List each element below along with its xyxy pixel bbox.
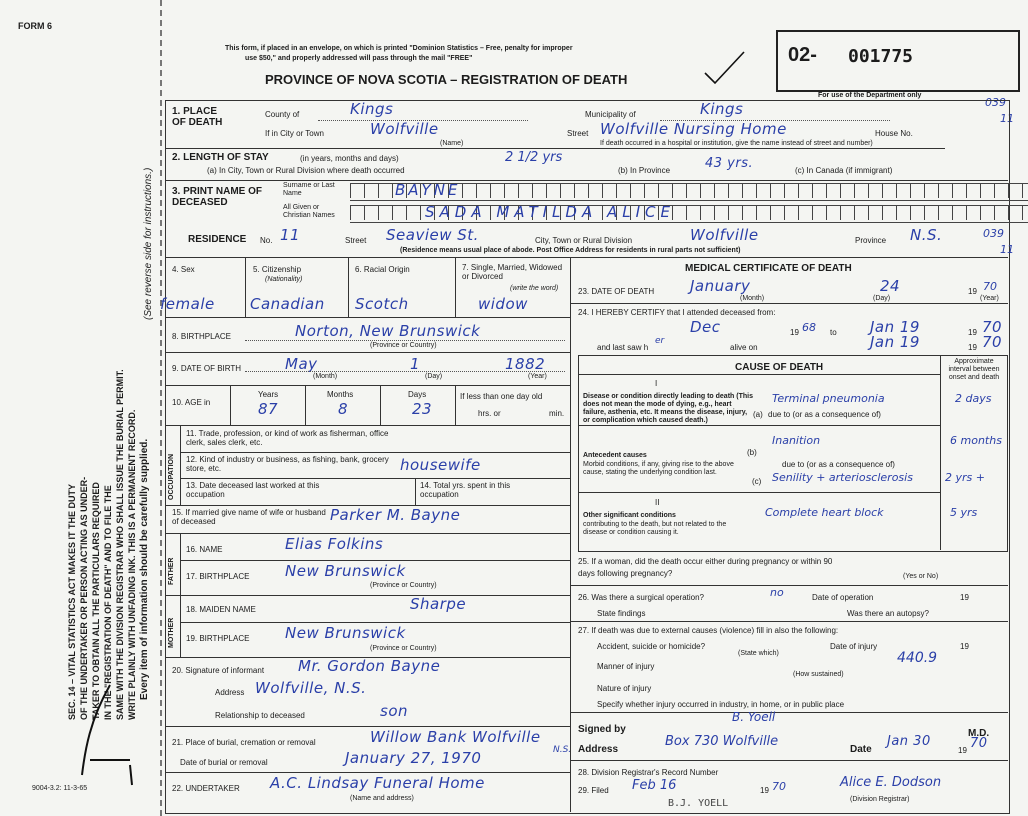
months-value[interactable]: 8: [338, 400, 349, 418]
op-year-prefix: 19: [960, 593, 969, 602]
date-of-death-label: 23. DATE OF DEATH: [578, 287, 655, 296]
cause-a[interactable]: Terminal pneumonia: [772, 392, 885, 405]
house-label: House No.: [875, 129, 913, 138]
municipality-label: Municipality of: [585, 110, 636, 119]
roman-two: II: [655, 498, 660, 507]
less-than-day-label: If less than one day old: [460, 392, 543, 401]
occupation-q13: 13. Date deceased last worked at this occupation: [186, 481, 320, 499]
manner-code[interactable]: 440.9: [897, 650, 938, 666]
citizenship-value[interactable]: Canadian: [250, 295, 325, 313]
dept-code-2: 11: [1000, 112, 1014, 125]
residence-code-2: 11: [1000, 243, 1014, 256]
date-of-operation-label: Date of operation: [812, 593, 874, 602]
given-label: All Given or Christian Names: [283, 204, 335, 219]
side-instruction-2: OF THE UNDERTAKER OR PERSON ACTING AS UNDER-: [79, 476, 89, 720]
registrar-caption: (Division Registrar): [850, 796, 910, 803]
interval-c[interactable]: 2 yrs +: [945, 471, 985, 484]
residence-city-label: City, Town or Rural Division: [535, 236, 633, 245]
days-value[interactable]: 23: [412, 400, 433, 418]
certifier-address[interactable]: Box 730 Wolfville: [665, 734, 779, 749]
stay-b-value[interactable]: 43 yrs.: [705, 156, 754, 171]
spouse-label: 15. If married give name of wife or husband of deceased: [172, 508, 326, 526]
md-label: M.D.: [968, 728, 990, 739]
residence-no-label: No.: [260, 236, 273, 245]
cause-other[interactable]: Complete heart block: [765, 506, 884, 519]
signed-by-label: Signed by: [578, 724, 626, 735]
certify-label: 24. I HEREBY CERTIFY that I attended deceased from:: [578, 308, 776, 317]
occupation-section: OCCUPATION: [168, 453, 175, 500]
residence-note: (Residence means usual place of abode. Post Office Address for residents in rural parts not sufficient): [400, 247, 741, 254]
spouse-value[interactable]: Parker M. Bayne: [330, 506, 461, 524]
last-saw-suffix: er: [655, 336, 665, 346]
days-label: Days: [408, 390, 427, 399]
occupation-q12: 12. Kind of industry or business, as fishing, bank, grocery store, etc.: [186, 455, 389, 473]
side-instruction-7: Every item of information should be carefully supplied.: [139, 438, 150, 700]
years-label: Years: [258, 390, 279, 399]
how-sustained-caption: (How sustained): [793, 671, 844, 678]
certifier-address-label: Address: [578, 744, 619, 755]
cause-c-letter: (c): [752, 477, 762, 486]
marital-hint: (write the word): [510, 285, 559, 292]
cause-b-letter: (b): [747, 448, 757, 457]
birthplace-caption: (Province or Country): [370, 342, 437, 349]
father-birthplace[interactable]: New Brunswick: [285, 562, 406, 580]
mother-birthplace-label: 19. BIRTHPLACE: [186, 634, 250, 643]
hrs-label: hrs. or: [478, 409, 501, 418]
print-name-label: 3. PRINT NAME OF DECEASED: [172, 186, 263, 208]
to-label: to: [830, 328, 837, 337]
undertaker-value[interactable]: A.C. Lindsay Funeral Home: [270, 774, 485, 792]
dob-day[interactable]: 1: [410, 355, 421, 373]
surgical-question: 26. Was there a surgical operation?: [578, 593, 704, 602]
cause-c[interactable]: Senility + arteriosclerosis: [772, 471, 913, 484]
dept-use-note: For use of the Department only: [818, 92, 922, 99]
side-instruction-3: TAKER TO OBTAIN ALL THE PARTICULARS REQUIRED: [91, 482, 101, 720]
record-number-label: 28. Division Registrar's Record Number: [578, 768, 719, 777]
residence-province-label: Province: [855, 236, 887, 245]
month-caption: (Month): [313, 373, 338, 380]
street-value[interactable]: Wolfville Nursing Home: [600, 120, 787, 138]
mother-birthplace[interactable]: New Brunswick: [285, 624, 406, 642]
occupation-q12-value[interactable]: housewife: [400, 456, 481, 474]
father-bp-caption: (Province or Country): [370, 582, 437, 589]
city-label: If in City or Town: [265, 129, 324, 138]
stay-sub: (in years, months and days): [300, 154, 399, 163]
registration-box: [776, 30, 1020, 92]
date-of-injury-label: Date of injury: [830, 642, 878, 651]
years-value[interactable]: 87: [258, 400, 279, 418]
antecedent-sub: Morbid conditions, if any, giving rise to the above cause, stating the underlying condition last.: [583, 461, 734, 476]
burial-date[interactable]: January 27, 1970: [345, 749, 482, 767]
residence-street-label: Street: [345, 236, 367, 245]
mother-section: MOTHER: [168, 617, 175, 648]
length-of-stay-label: 2. LENGTH OF STAY: [172, 152, 269, 163]
residence-province[interactable]: N.S.: [910, 226, 943, 244]
cause-b[interactable]: Inanition: [772, 434, 821, 447]
side-instruction-6: WRITE PLAINLY WITH UNFADING INK. THIS IS A PERMANENT RECORD.: [127, 409, 137, 720]
to-year-prefix: 19: [968, 328, 977, 337]
racial-value[interactable]: Scotch: [355, 295, 409, 313]
municipality-value[interactable]: Kings: [700, 100, 744, 118]
street-label: Street: [567, 129, 589, 138]
burial-date-label: Date of burial or removal: [180, 758, 268, 767]
manner-label: Manner of injury: [597, 662, 655, 671]
death-day[interactable]: 24: [880, 277, 901, 295]
residence-no[interactable]: 11: [280, 226, 301, 244]
attended-from-year[interactable]: 68: [802, 321, 816, 334]
cert-date[interactable]: Jan 30: [887, 734, 931, 749]
form-title: PROVINCE OF NOVA SCOTIA – REGISTRATION OF DEATH: [265, 72, 628, 87]
attended-to-date[interactable]: Jan 19: [870, 318, 920, 336]
interval-a[interactable]: 2 days: [955, 392, 992, 405]
residence-code-1: 039: [983, 227, 1004, 240]
dept-code-1: 039: [985, 96, 1006, 109]
side-instruction-4: IN THE "REGISTRATION OF DEATH" AND TO FILE THE: [103, 485, 113, 720]
birthplace-label: 8. BIRTHPLACE: [172, 332, 231, 341]
informant-sig-label: 20. Signature of informant: [172, 666, 265, 675]
side-instruction-5: SAME WITH THE DIVISION REGISTRAR WHO SHALL ISSUE THE BURIAL PERMIT.: [115, 369, 125, 720]
death-year-prefix: 19: [968, 287, 977, 296]
marital-value[interactable]: widow: [478, 295, 528, 313]
surname-label: Surname or Last Name: [283, 182, 335, 197]
name-caption: (Name): [440, 140, 464, 147]
cert-date-label: Date: [850, 744, 872, 755]
surname-value[interactable]: BAYNE: [395, 181, 461, 199]
name-address-caption: (Name and address): [350, 795, 414, 802]
other-conditions-label: Other significant conditions: [583, 512, 676, 519]
county-value[interactable]: Kings: [350, 100, 394, 118]
day-caption: (Day): [425, 373, 443, 380]
father-name-label: 16. NAME: [186, 545, 223, 554]
roman-one: I: [655, 379, 658, 388]
county-label: County of: [265, 110, 300, 119]
form-number: FORM 6: [18, 21, 53, 31]
print-code: 9004-3.2: 11-3-65: [32, 785, 88, 792]
burial-place-note: N.S.: [553, 745, 572, 755]
birthplace-value[interactable]: Norton, New Brunswick: [295, 322, 481, 340]
father-name[interactable]: Elias Folkins: [285, 535, 384, 553]
external-causes-label: 27. If death was due to external causes (violence) fill in also the following:: [578, 626, 839, 635]
undertaker-label: 22. UNDERTAKER: [172, 784, 240, 793]
min-label: min.: [549, 409, 565, 418]
alive-on-label: alive on: [730, 343, 758, 352]
filed-year-prefix: 19: [760, 786, 769, 795]
institution-note: If death occurred in a hospital or institution, give the name instead of street and number): [600, 140, 873, 147]
informant-address[interactable]: Wolfville, N.S.: [255, 679, 367, 697]
relationship-label: Relationship to deceased: [215, 711, 305, 720]
stay-b-label: (b) In Province: [618, 166, 671, 175]
cert-year[interactable]: 70: [970, 736, 988, 751]
notice-line-2: use $50," and properly addressed will pass through the mail "FREE": [245, 55, 473, 62]
due-to-b: due to (or as a consequence of): [782, 460, 895, 469]
alive-on-date[interactable]: Jan 19: [870, 333, 920, 351]
occupation-q11: 11. Trade, profession, or kind of work as fisherman, office clerk, sales clerk, etc.: [186, 429, 389, 447]
relationship-value[interactable]: son: [380, 702, 408, 720]
death-month-caption: (Month): [740, 295, 765, 302]
notice-line-1: This form, if placed in an envelope, on which is printed "Dominion Statistics – Free, penalty for improper: [225, 45, 573, 52]
sex-label: 4. Sex: [172, 265, 195, 274]
state-findings-label: State findings: [597, 609, 646, 618]
death-year[interactable]: 70: [983, 280, 997, 293]
occupation-q14: 14. Total yrs. spent in this occupation: [420, 481, 511, 499]
other-conditions-sub: contributing to the death, but not related to the disease or condition causing it.: [583, 521, 727, 536]
antecedent-label: Antecedent causes: [583, 452, 647, 459]
pregnancy-question: 25. If a woman, did the death occur either during pregnancy or within 90 days following pregnancy?: [578, 557, 833, 578]
reg-prefix: 02-: [788, 44, 817, 66]
perforation-line: [160, 0, 162, 816]
father-section: FATHER: [168, 557, 175, 585]
city-value[interactable]: Wolfville: [370, 120, 439, 138]
cause-a-letter: (a): [753, 410, 763, 419]
disease-label: Disease or condition directly leading to death (This does not mean the mode of dying, e.g., heart failure, asthenia, etc. It means the disease, injury, or complication which caused death.): [583, 393, 753, 424]
margin-mark-icon: [70, 680, 150, 790]
burial-place-label: 21. Place of burial, cremation or removal: [172, 738, 316, 747]
year-caption: (Year): [528, 373, 547, 380]
father-birthplace-label: 17. BIRTHPLACE: [186, 572, 250, 581]
reg-number: 001775: [848, 46, 914, 67]
alive-year-prefix: 19: [968, 343, 977, 352]
nationality-caption: (Nationality): [265, 276, 303, 283]
place-of-death-label: 1. PLACE OF DEATH: [172, 106, 223, 128]
residence-label: RESIDENCE: [188, 234, 247, 245]
due-to-a: due to (or as a consequence of): [768, 410, 881, 419]
yes-no-caption: (Yes or No): [903, 573, 939, 580]
injury-year-prefix: 19: [960, 642, 969, 651]
stay-c-label: (c) In Canada (if immigrant): [795, 166, 893, 175]
death-day-caption: (Day): [873, 295, 891, 302]
medical-heading: MEDICAL CERTIFICATE OF DEATH: [685, 263, 852, 274]
marital-label: 7. Single, Married, Widowed or Divorced: [462, 263, 563, 281]
stay-a-label: (a) In City, Town or Rural Division where death occurred: [207, 166, 405, 175]
filed-year[interactable]: 70: [772, 780, 786, 793]
months-label: Months: [327, 390, 354, 399]
residence-city[interactable]: Wolfville: [690, 226, 759, 244]
checkmark-icon: [700, 48, 750, 88]
maiden-name-label: 18. MAIDEN NAME: [186, 605, 256, 614]
stay-a-value[interactable]: 2 1/2 yrs: [505, 150, 563, 165]
signed-by[interactable]: B. Yoell: [732, 710, 776, 724]
interval-b[interactable]: 6 months: [950, 434, 1002, 447]
surgical-value[interactable]: no: [770, 586, 784, 599]
sex-value[interactable]: female: [160, 295, 215, 313]
maiden-name[interactable]: Sharpe: [410, 595, 467, 613]
dob-year[interactable]: 1882: [505, 355, 546, 373]
registrar-signature[interactable]: Alice E. Dodson: [840, 775, 942, 790]
interval-heading: Approximate interval between onset and death: [948, 358, 1000, 381]
alive-on-year[interactable]: 70: [982, 333, 1003, 351]
cert-year-prefix: 19: [958, 746, 967, 755]
death-year-caption: (Year): [980, 295, 999, 302]
accident-label: Accident, suicide or homicide?: [597, 642, 706, 651]
age-label: 10. AGE in: [172, 398, 211, 407]
attended-from-month[interactable]: Dec: [690, 318, 721, 336]
informant-address-label: Address: [215, 688, 245, 697]
dob-month[interactable]: May: [285, 355, 318, 373]
burial-place[interactable]: Willow Bank Wolfville: [370, 728, 541, 746]
side-instruction-8: (See reverse side for instructions.): [143, 167, 154, 320]
dob-label: 9. DATE OF BIRTH: [172, 364, 242, 373]
cause-heading: CAUSE OF DEATH: [735, 362, 824, 373]
mother-bp-caption: (Province or Country): [370, 645, 437, 652]
citizenship-label: 5. Citizenship: [253, 265, 302, 274]
registrar-stamp: B.J. YOELL: [668, 798, 729, 809]
specify-label: Specify whether injury occurred in industry, in home, or in public place: [597, 700, 845, 709]
interval-other[interactable]: 5 yrs: [950, 506, 978, 519]
autopsy-label: Was there an autopsy?: [847, 609, 929, 618]
residence-street[interactable]: Seaview St.: [386, 226, 479, 244]
informant-sig[interactable]: Mr. Gordon Bayne: [298, 657, 441, 675]
side-instruction-1: SEC. 14 – VITAL STATISTICS ACT MAKES IT THE DUTY: [67, 483, 77, 720]
filed-label: 29. Filed: [578, 786, 609, 795]
given-value[interactable]: SADA MATILDA ALICE: [425, 203, 675, 221]
death-month[interactable]: January: [690, 277, 751, 295]
last-saw-label: and last saw h: [597, 343, 649, 352]
filed-date[interactable]: Feb 16: [632, 778, 677, 793]
state-which-caption: (State which): [738, 650, 779, 657]
attended-to-year[interactable]: 70: [982, 318, 1003, 336]
from-year-prefix: 19: [790, 328, 799, 337]
nature-label: Nature of injury: [597, 684, 652, 693]
racial-label: 6. Racial Origin: [355, 265, 410, 274]
